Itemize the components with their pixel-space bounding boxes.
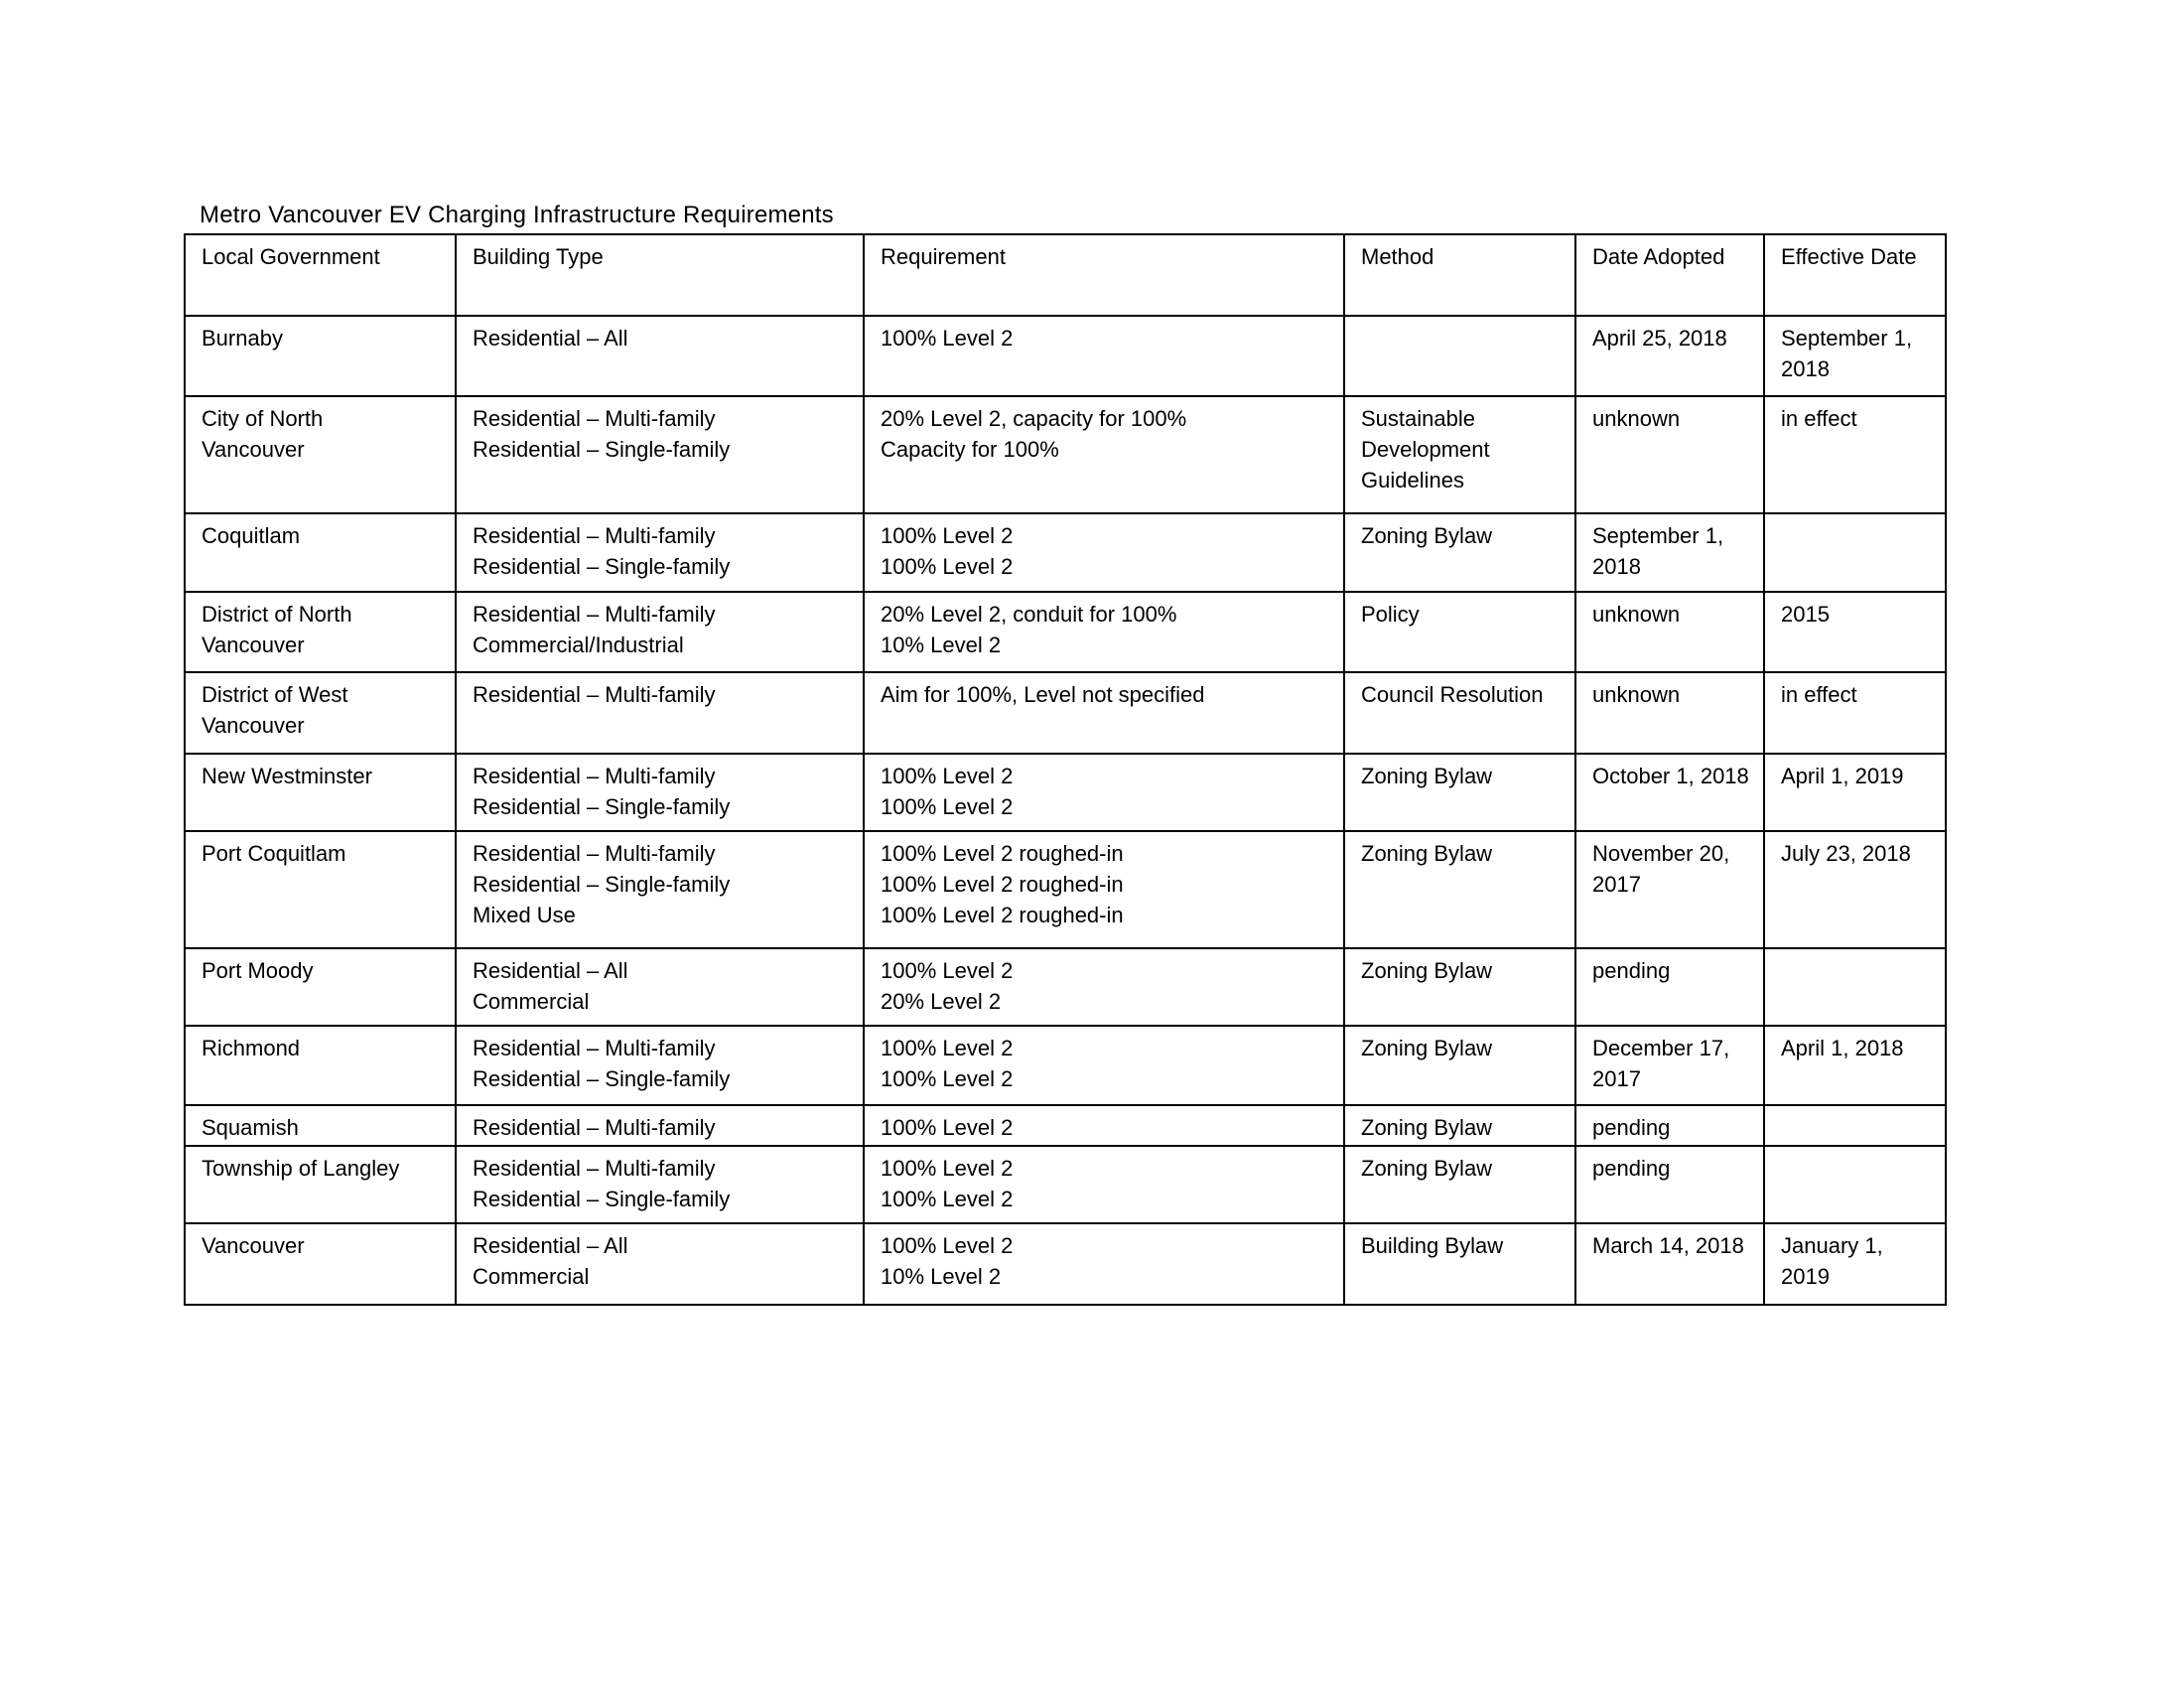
cell-text: unknown	[1592, 602, 1681, 627]
col-header-date-adopted: Date Adopted	[1575, 234, 1764, 316]
cell-line: Mixed Use	[473, 903, 576, 927]
cell-line: Zoning Bylaw	[1361, 1036, 1493, 1060]
cell-line: Zoning Bylaw	[1361, 764, 1493, 788]
cell-line: Port Moody	[202, 958, 314, 983]
table-row	[185, 592, 1946, 672]
table-row	[185, 1026, 1946, 1105]
cell-text: unknown	[1592, 682, 1681, 707]
cell-building-type	[456, 754, 864, 831]
cell-building-type	[456, 1223, 864, 1305]
cell-method	[1344, 948, 1575, 1026]
cell-building-type	[456, 316, 864, 396]
cell-text: April 1, 2018	[1781, 1036, 1904, 1060]
cell-line: Zoning Bylaw	[1361, 523, 1493, 548]
cell-line: 100% Level 2	[881, 1115, 1014, 1140]
cell-text: in effect	[1781, 682, 1857, 707]
cell-line: 100% Level 2 roughed-in	[881, 841, 1124, 866]
cell-date-adopted	[1575, 513, 1764, 592]
cell-text: September 1, 2018	[1592, 523, 1724, 579]
cell-text: December 17, 2017	[1592, 1036, 1730, 1091]
cell-method	[1344, 396, 1575, 513]
cell-line: 100% Level 2	[881, 1036, 1014, 1060]
table-row	[185, 948, 1946, 1026]
cell-line: 20% Level 2, capacity for 100%	[881, 406, 1187, 431]
cell-line: 100% Level 2	[881, 764, 1014, 788]
cell-requirement	[864, 592, 1344, 672]
table-row	[185, 1105, 1946, 1146]
cell-effective-date	[1764, 831, 1946, 948]
cell-date-adopted	[1575, 1105, 1764, 1146]
cell-local-government	[185, 1223, 456, 1305]
cell-line: Richmond	[202, 1036, 301, 1060]
cell-line: Guidelines	[1361, 468, 1464, 492]
cell-building-type	[456, 672, 864, 754]
cell-building-type	[456, 592, 864, 672]
cell-method	[1344, 1026, 1575, 1105]
cell-date-adopted	[1575, 754, 1764, 831]
cell-line: 100% Level 2	[881, 1066, 1014, 1091]
cell-effective-date	[1764, 1026, 1946, 1105]
table-row	[185, 396, 1946, 513]
cell-line: 100% Level 2	[881, 794, 1014, 819]
cell-method	[1344, 513, 1575, 592]
cell-date-adopted	[1575, 831, 1764, 948]
table-row	[185, 831, 1946, 948]
cell-line: Vancouver	[202, 437, 305, 462]
cell-line: Commercial	[473, 1264, 590, 1289]
table-row	[185, 513, 1946, 592]
cell-line: 10% Level 2	[881, 633, 1002, 657]
cell-line: Zoning Bylaw	[1361, 841, 1493, 866]
cell-line: 100% Level 2	[881, 523, 1014, 548]
cell-line: 100% Level 2	[881, 554, 1014, 579]
cell-method	[1344, 1105, 1575, 1146]
cell-line: Vancouver	[202, 1233, 305, 1258]
cell-line: Residential – Multi-family	[473, 406, 716, 431]
cell-effective-date	[1764, 672, 1946, 754]
cell-local-government	[185, 592, 456, 672]
cell-line: 20% Level 2	[881, 989, 1002, 1014]
cell-method	[1344, 316, 1575, 396]
cell-line: Residential – Multi-family	[473, 1036, 716, 1060]
cell-local-government	[185, 396, 456, 513]
cell-requirement	[864, 1026, 1344, 1105]
cell-text: pending	[1592, 1156, 1671, 1181]
cell-line: Capacity for 100%	[881, 437, 1059, 462]
cell-line: Residential – All	[473, 958, 628, 983]
cell-text: in effect	[1781, 406, 1857, 431]
cell-date-adopted	[1575, 948, 1764, 1026]
cell-line: 100% Level 2	[881, 958, 1014, 983]
cell-text: November 20, 2017	[1592, 841, 1730, 897]
cell-text: 2015	[1781, 602, 1830, 627]
cell-effective-date	[1764, 948, 1946, 1026]
table-row	[185, 1223, 1946, 1305]
cell-line: Sustainable	[1361, 406, 1475, 431]
cell-text: unknown	[1592, 406, 1681, 431]
cell-line: 10% Level 2	[881, 1264, 1002, 1289]
cell-local-government	[185, 948, 456, 1026]
cell-effective-date	[1764, 1223, 1946, 1305]
table-row	[185, 1146, 1946, 1223]
cell-effective-date	[1764, 592, 1946, 672]
cell-requirement	[864, 513, 1344, 592]
cell-local-government	[185, 513, 456, 592]
cell-line: Residential – Single-family	[473, 554, 731, 579]
cell-line: 100% Level 2	[881, 1233, 1014, 1258]
cell-line: Zoning Bylaw	[1361, 1156, 1493, 1181]
cell-line: Residential – Multi-family	[473, 764, 716, 788]
cell-line: Council Resolution	[1361, 682, 1544, 707]
cell-line: District of North	[202, 602, 352, 627]
cell-line: Residential – Single-family	[473, 794, 731, 819]
cell-line: 100% Level 2	[881, 326, 1014, 351]
cell-line: Vancouver	[202, 633, 305, 657]
cell-method	[1344, 1223, 1575, 1305]
col-header-requirement: Requirement	[864, 234, 1344, 316]
table-row	[185, 316, 1946, 396]
cell-line: Residential – All	[473, 1233, 628, 1258]
cell-method	[1344, 754, 1575, 831]
cell-requirement	[864, 1105, 1344, 1146]
cell-line: Residential – Single-family	[473, 1066, 731, 1091]
cell-line: Residential – Single-family	[473, 872, 731, 897]
cell-building-type	[456, 1105, 864, 1146]
cell-line: Burnaby	[202, 326, 283, 351]
cell-local-government	[185, 316, 456, 396]
col-header-building-type: Building Type	[456, 234, 864, 316]
cell-date-adopted	[1575, 1146, 1764, 1223]
cell-requirement	[864, 948, 1344, 1026]
cell-line: Residential – All	[473, 326, 628, 351]
cell-line: 100% Level 2 roughed-in	[881, 903, 1124, 927]
cell-building-type	[456, 831, 864, 948]
cell-building-type	[456, 948, 864, 1026]
cell-line: Aim for 100%, Level not specified	[881, 682, 1205, 707]
cell-line: Zoning Bylaw	[1361, 958, 1493, 983]
cell-requirement	[864, 1223, 1344, 1305]
cell-line: 100% Level 2 roughed-in	[881, 872, 1124, 897]
cell-requirement	[864, 831, 1344, 948]
cell-effective-date	[1764, 1105, 1946, 1146]
cell-line: 20% Level 2, conduit for 100%	[881, 602, 1177, 627]
cell-effective-date	[1764, 396, 1946, 513]
cell-building-type	[456, 513, 864, 592]
cell-method	[1344, 1146, 1575, 1223]
cell-date-adopted	[1575, 672, 1764, 754]
cell-effective-date	[1764, 754, 1946, 831]
cell-local-government	[185, 754, 456, 831]
cell-building-type	[456, 1146, 864, 1223]
cell-line: Policy	[1361, 602, 1420, 627]
cell-line: Residential – Multi-family	[473, 841, 716, 866]
cell-line: City of North	[202, 406, 324, 431]
cell-line: Development	[1361, 437, 1490, 462]
cell-local-government	[185, 1026, 456, 1105]
cell-text: July 23, 2018	[1781, 841, 1911, 866]
cell-date-adopted	[1575, 1223, 1764, 1305]
cell-text: September 1, 2018	[1781, 326, 1913, 381]
cell-date-adopted	[1575, 316, 1764, 396]
cell-line: 100% Level 2	[881, 1187, 1014, 1211]
cell-line: Vancouver	[202, 713, 305, 738]
cell-line: Residential – Multi-family	[473, 682, 716, 707]
cell-line: Residential – Single-family	[473, 1187, 731, 1211]
cell-line: Squamish	[202, 1115, 299, 1140]
cell-text: March 14, 2018	[1592, 1233, 1744, 1258]
cell-line: Commercial/Industrial	[473, 633, 684, 657]
cell-local-government	[185, 1146, 456, 1223]
cell-date-adopted	[1575, 396, 1764, 513]
cell-line: Building Bylaw	[1361, 1233, 1504, 1258]
cell-line: Port Coquitlam	[202, 841, 346, 866]
cell-line: Residential – Multi-family	[473, 523, 716, 548]
cell-method	[1344, 831, 1575, 948]
cell-local-government	[185, 672, 456, 754]
cell-requirement	[864, 754, 1344, 831]
cell-effective-date	[1764, 316, 1946, 396]
cell-requirement	[864, 316, 1344, 396]
cell-method	[1344, 672, 1575, 754]
cell-method	[1344, 592, 1575, 672]
cell-text: pending	[1592, 958, 1671, 983]
cell-line: Township of Langley	[202, 1156, 400, 1181]
cell-date-adopted	[1575, 1026, 1764, 1105]
cell-effective-date	[1764, 513, 1946, 592]
col-header-method: Method	[1344, 234, 1575, 316]
header-row	[185, 234, 1946, 316]
cell-line: Zoning Bylaw	[1361, 1115, 1493, 1140]
cell-line: Residential – Multi-family	[473, 602, 716, 627]
cell-line: Residential – Multi-family	[473, 1115, 716, 1140]
cell-text: April 1, 2019	[1781, 764, 1904, 788]
cell-line: New Westminster	[202, 764, 372, 788]
cell-text: pending	[1592, 1115, 1671, 1140]
cell-requirement	[864, 1146, 1344, 1223]
cell-local-government	[185, 831, 456, 948]
cell-building-type	[456, 396, 864, 513]
cell-requirement	[864, 672, 1344, 754]
cell-line: Residential – Single-family	[473, 437, 731, 462]
cell-requirement	[864, 396, 1344, 513]
cell-building-type	[456, 1026, 864, 1105]
cell-text: January 1, 2019	[1781, 1233, 1883, 1289]
cell-text: April 25, 2018	[1592, 326, 1727, 351]
col-header-local-government: Local Government	[185, 234, 456, 316]
cell-line: District of West	[202, 682, 348, 707]
cell-effective-date	[1764, 1146, 1946, 1223]
ev-requirements-table	[184, 233, 1947, 1306]
col-header-effective-date: Effective Date	[1764, 234, 1946, 316]
cell-text: October 1, 2018	[1592, 764, 1749, 788]
cell-line: 100% Level 2	[881, 1156, 1014, 1181]
table-title: Metro Vancouver EV Charging Infrastructure Requirements	[200, 202, 834, 228]
cell-date-adopted	[1575, 592, 1764, 672]
cell-line: Coquitlam	[202, 523, 301, 548]
cell-local-government	[185, 1105, 456, 1146]
cell-line: Commercial	[473, 989, 590, 1014]
table-row	[185, 672, 1946, 754]
cell-line: Residential – Multi-family	[473, 1156, 716, 1181]
table-row	[185, 754, 1946, 831]
